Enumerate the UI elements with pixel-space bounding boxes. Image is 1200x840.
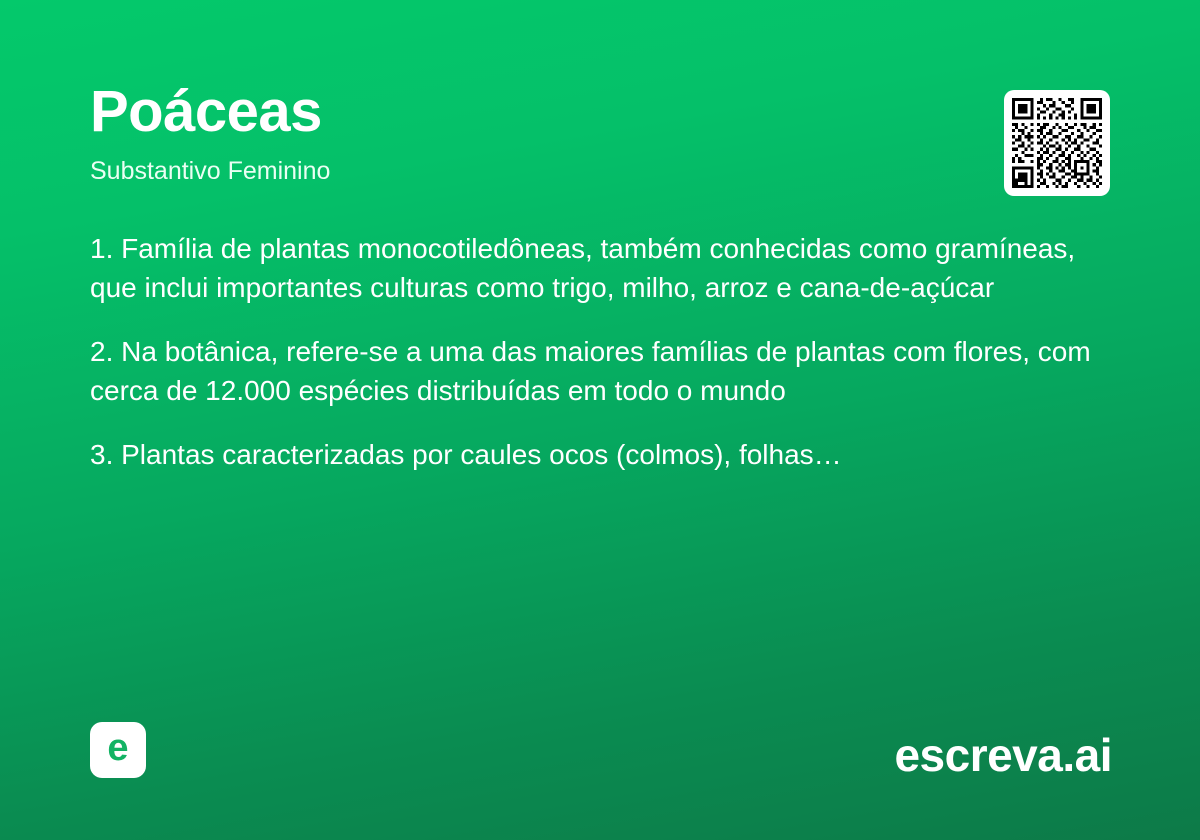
list-item: 1. Família de plantas monocotiledôneas, também conhecidas como gramíneas, que inclui importantes culturas como trigo, milho, arroz e cana-de-açúcar <box>90 232 1076 303</box>
logo-letter: e <box>107 727 129 769</box>
card-content <box>90 79 1110 475</box>
qr-code-icon[interactable] <box>1004 90 1110 196</box>
page-title: Poáceas <box>90 79 322 144</box>
part-of-speech-label: Substantivo Feminino <box>90 156 331 185</box>
list-item: 2. Na botânica, refere-se a uma das maiores famílias de plantas com flores, com cerca de 12.000 espécies distribuídas em todo o mundo <box>90 336 1091 406</box>
definition-list <box>90 230 1110 475</box>
brand-name: escreva.ai <box>894 729 1112 781</box>
list-item: 3. Plantas caracterizadas por caules ocos (colmos), folhas… <box>90 439 842 471</box>
logo-mark <box>90 722 146 778</box>
